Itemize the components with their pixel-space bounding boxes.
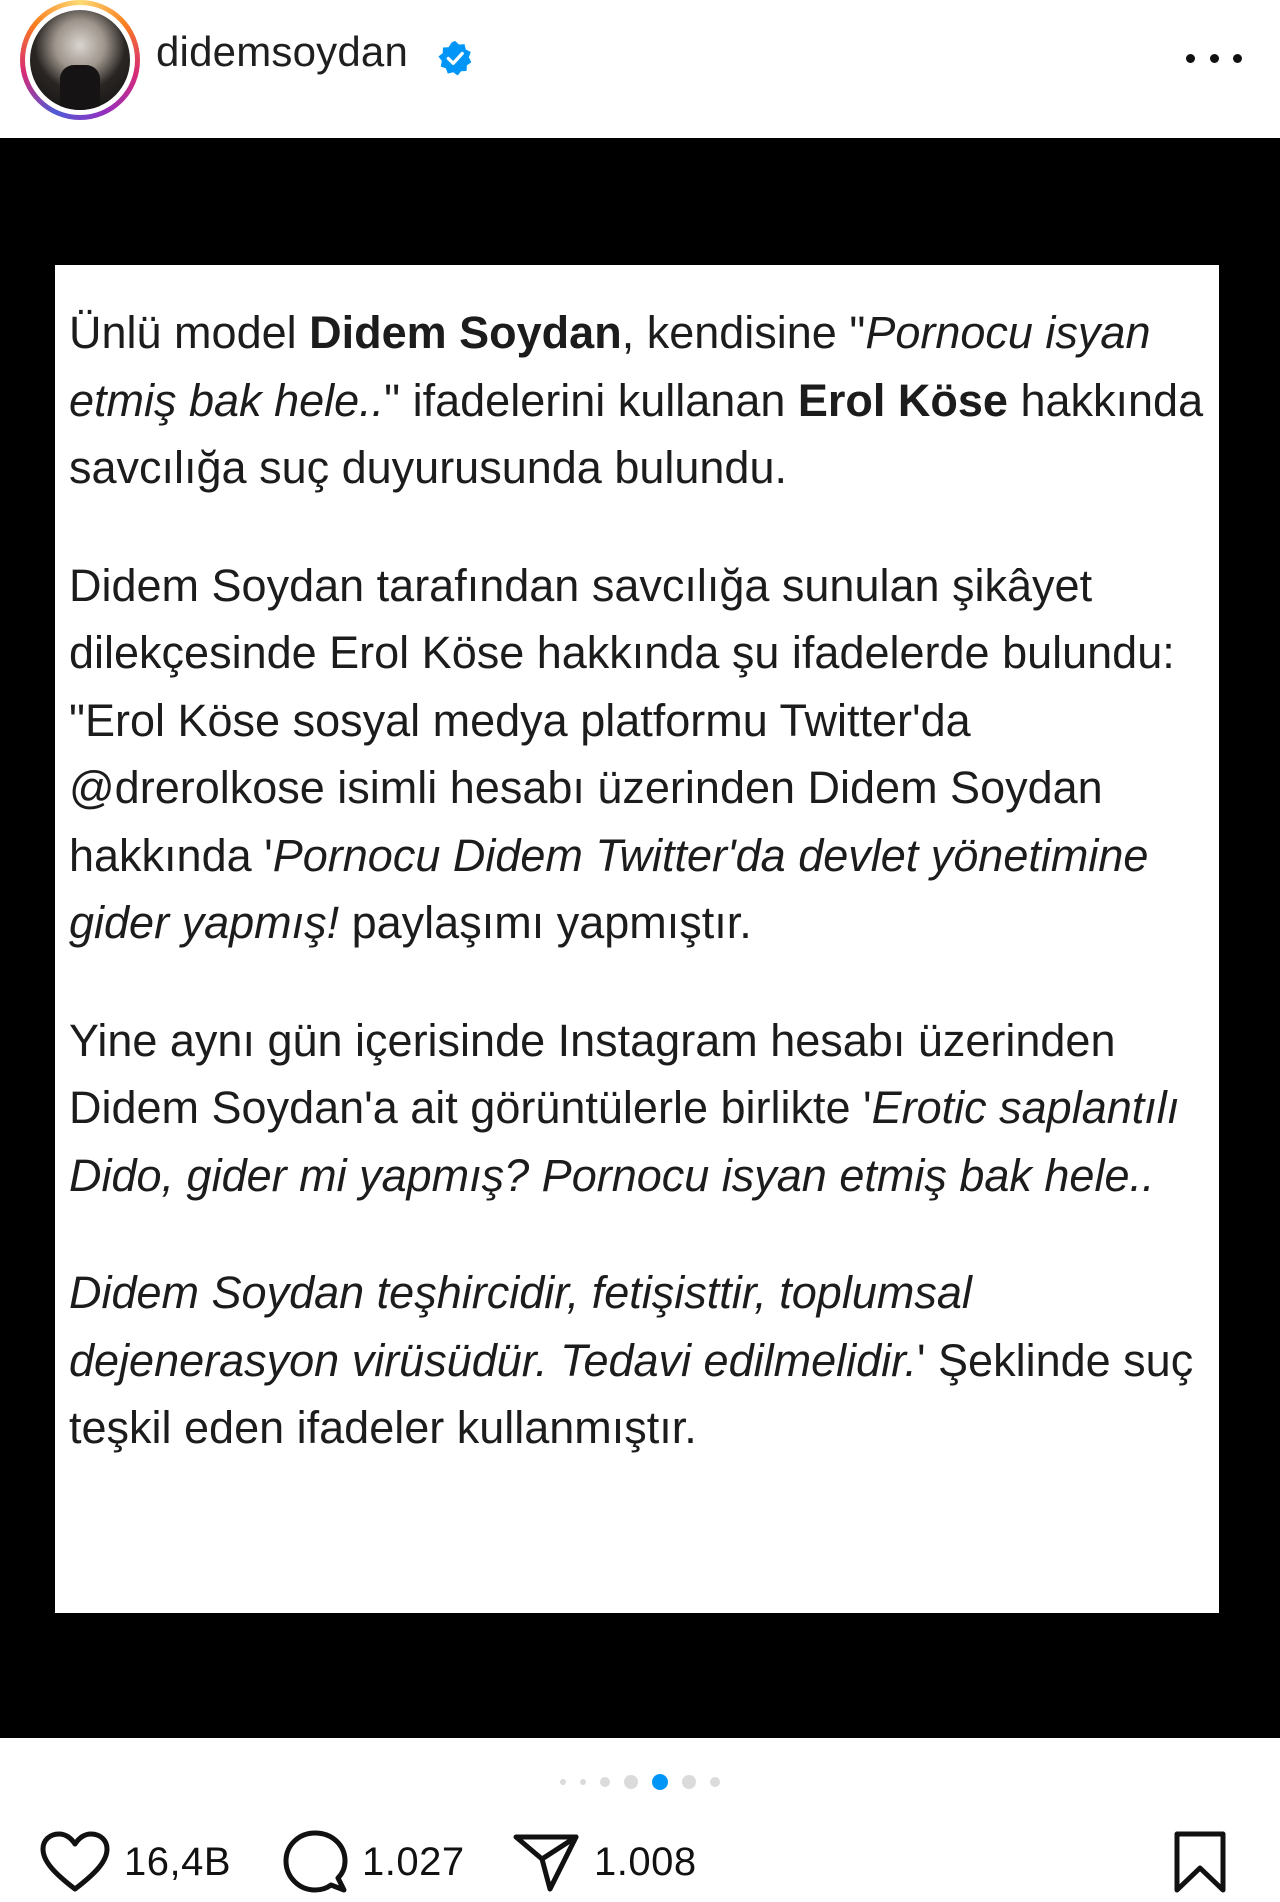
paragraph-segment: Erol Köse — [797, 374, 1008, 426]
carousel-indicator — [540, 1772, 740, 1792]
avatar-gap — [25, 5, 135, 115]
send-icon — [512, 1831, 580, 1893]
carousel-dot — [600, 1777, 610, 1787]
save-button[interactable] — [1172, 1830, 1228, 1894]
like-count[interactable]: 16,4B — [124, 1839, 232, 1884]
action-bar — [0, 1820, 1280, 1902]
paragraph-segment: " ifadelerini kullanan — [384, 374, 798, 426]
share-button[interactable] — [512, 1830, 697, 1894]
more-dot — [1233, 54, 1242, 63]
username-link[interactable]: didemsoydan — [156, 28, 409, 75]
card-paragraph — [69, 1007, 1205, 1210]
paragraph-segment: , kendisine " — [621, 307, 866, 358]
card-paragraph — [69, 552, 1205, 957]
paragraph-segment: Yine aynı gün içerisinde Instagram hesabı üzerinden Didem Soydan'a ait görüntülerle birlikte ' — [69, 1014, 1116, 1133]
news-text-card — [55, 265, 1219, 1613]
carousel-dot — [580, 1779, 586, 1785]
avatar-story-ring[interactable] — [20, 0, 140, 120]
comment-icon — [282, 1829, 348, 1895]
share-count[interactable]: 1.008 — [594, 1839, 697, 1884]
card-paragraph — [69, 299, 1205, 502]
paragraph-segment: paylaşımı yapmıştır. — [339, 897, 752, 948]
comment-button[interactable] — [282, 1830, 465, 1894]
verified-badge-icon — [437, 40, 473, 76]
carousel-dot-active — [652, 1774, 668, 1790]
post-media[interactable] — [0, 138, 1280, 1738]
paragraph-segment: hakkında savcılığa suç duyurusunda bulundu. — [69, 374, 1204, 493]
paragraph-segment: Ünlü model — [69, 307, 310, 358]
comment-count[interactable]: 1.027 — [362, 1839, 465, 1884]
paragraph-segment: Pornocu Didem Twitter'da devlet yönetimine gider yapmış! — [69, 829, 1149, 948]
paragraph-segment: Didem Soydan teşhircidir, fetişisttir, toplumsal dejenerasyon virüsüdür. Tedavi edilmelidir. — [69, 1267, 972, 1386]
avatar — [30, 10, 130, 110]
like-button[interactable] — [40, 1830, 231, 1894]
post-header — [0, 0, 1280, 138]
carousel-dot — [560, 1779, 566, 1785]
more-options-button[interactable] — [1186, 40, 1242, 76]
paragraph-segment: Didem Soydan tarafından savcılığa sunulan şikâyet dilekçesinde Erol Köse hakkında şu ifadelerde bulundu: "Erol Köse sosyal medya platformu Twitter'da @drerolkose isimli hesabı üzerinden Didem Soydan hakkında ' — [69, 559, 1175, 881]
carousel-dot — [682, 1775, 696, 1789]
paragraph-segment: ' Şeklinde suç teşkil eden ifadeler kullanmıştır. — [69, 1334, 1194, 1453]
carousel-dot — [624, 1775, 638, 1789]
more-dot — [1210, 54, 1219, 63]
carousel-dot — [710, 1777, 720, 1787]
paragraph-segment: Pornocu isyan etmiş bak hele.. — [69, 307, 1151, 426]
paragraph-segment: Erotic saplantılı Dido, gider mi yapmış? Pornocu isyan etmiş bak hele.. — [69, 1082, 1180, 1201]
card-paragraph — [69, 1259, 1205, 1462]
paragraph-segment: Didem Soydan — [309, 307, 622, 358]
heart-icon — [40, 1831, 110, 1893]
bookmark-icon — [1172, 1830, 1228, 1894]
more-horizontal-icon — [1186, 54, 1195, 63]
